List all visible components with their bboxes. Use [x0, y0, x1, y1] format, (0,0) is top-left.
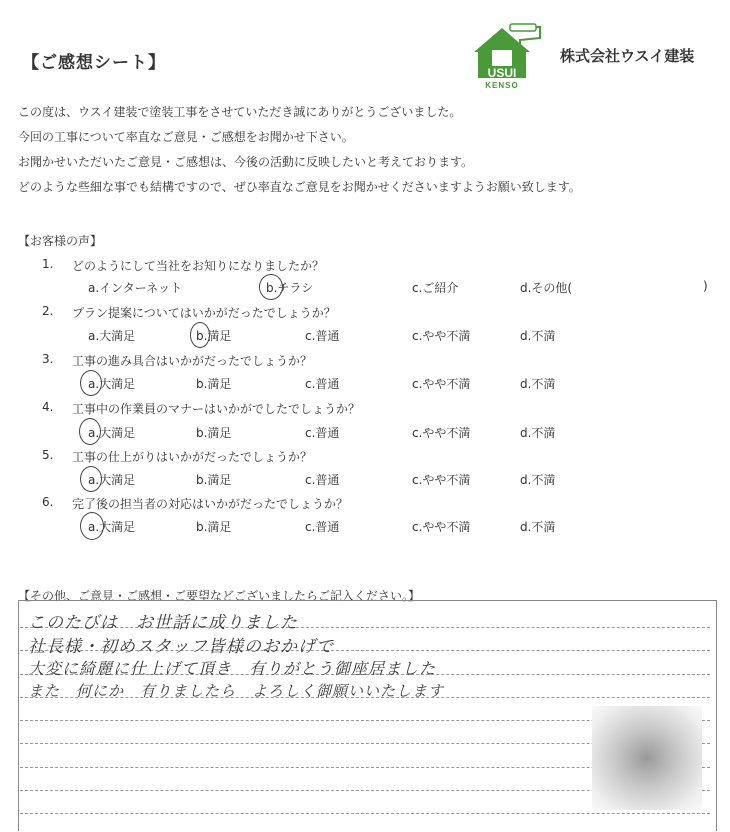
- question-text: 完了後の担当者の対応はいかがだったでしょうか？: [72, 497, 349, 511]
- option-c2: c.やや不満: [412, 329, 471, 343]
- option-a: a.インターネット: [88, 281, 183, 295]
- option-c2: c.やや不満: [412, 426, 471, 440]
- ruled-line: [20, 813, 710, 814]
- option-b: b.満足: [196, 473, 232, 487]
- house-paint-roller-logo-icon: [468, 20, 548, 92]
- option-d: d.不満: [520, 520, 556, 534]
- answer-circle: [80, 512, 104, 540]
- option-d: d.不満: [520, 426, 556, 440]
- comments-heading: 【その他、ご意見・ご感想・ご要望などございましたらご記入ください。】: [18, 589, 421, 603]
- question-text: 工事の進み具合はいかがだったでしょうか？: [72, 354, 313, 368]
- intro-line-4: どのような些細な事でも結構ですので、ぜひ率直なご意見をお聞かせくださいますようお願い致します。: [18, 180, 581, 194]
- question-number: 6.: [42, 495, 54, 509]
- handwritten-line-1: このたびは お世話に成りました: [28, 613, 298, 633]
- option-a: a.大満足: [88, 426, 136, 440]
- option-d: d.不満: [520, 329, 556, 343]
- option-d: d.不満: [520, 377, 556, 391]
- option-a: a.大満足: [88, 329, 136, 343]
- answer-circle: [80, 370, 102, 396]
- option-c2: c.やや不満: [412, 520, 471, 534]
- handwritten-line-3: 大変に綺麗に仕上げて頂き 有りがとう御座居ました: [28, 659, 437, 678]
- option-c2: c.やや不満: [412, 377, 471, 391]
- option-c: c.普通: [305, 426, 340, 440]
- option-a: a.大満足: [88, 473, 136, 487]
- option-c2: c.やや不満: [412, 473, 471, 487]
- option-c: c.普通: [305, 377, 340, 391]
- question-text: どのようにして当社をお知りになりましたか？: [72, 259, 325, 273]
- option-a: a.大満足: [88, 377, 136, 391]
- question-number: 3.: [42, 352, 54, 366]
- option-d-close: ): [703, 279, 708, 293]
- logo-text-bottom: KENSO: [485, 81, 519, 90]
- option-d: d.その他(: [520, 281, 573, 295]
- option-b: b.満足: [196, 426, 232, 440]
- option-b: b.満足: [196, 520, 232, 534]
- question-number: 5.: [42, 448, 54, 462]
- question-number: 4.: [42, 400, 54, 414]
- question-text: プラン提案についてはいかがだったでしょうか？: [72, 306, 336, 320]
- option-b: b.満足: [196, 377, 232, 391]
- voice-heading: 【お客様の声】: [18, 234, 103, 248]
- answer-circle: [259, 274, 283, 300]
- option-b: b.チラシ: [266, 281, 314, 295]
- handwritten-line-2: 社長様・初めスタッフ皆様のおかげで: [28, 637, 334, 657]
- option-c: c.普通: [305, 329, 340, 343]
- intro-line-2: 今回の工事について率直なご意見・ご感想をお聞かせ下さい。: [18, 130, 354, 144]
- logo-text-top: USUI: [487, 66, 517, 80]
- option-c: c.ご紹介: [412, 281, 459, 295]
- company-logo: [468, 20, 548, 92]
- redacted-signature: [592, 706, 702, 810]
- intro-line-1: この度は、ウスイ建装で塗装工事をさせていただき誠にありがとうございました。: [18, 105, 462, 119]
- question-number: 1.: [42, 257, 54, 271]
- intro-line-3: お聞かせいただいたご意見・ご感想は、今後の活動に反映したいと考えております。: [18, 155, 474, 169]
- answer-circle: [80, 466, 102, 492]
- option-b: b.満足: [196, 329, 232, 343]
- option-c: c.普通: [305, 520, 340, 534]
- answer-circle: [190, 322, 210, 348]
- question-number: 2.: [42, 304, 54, 318]
- option-a: a.大満足: [88, 520, 136, 534]
- option-d: d.不満: [520, 473, 556, 487]
- sheet-title: 【ご感想シート】: [22, 53, 166, 73]
- answer-circle: [79, 418, 101, 445]
- question-text: 工事中の作業員のマナーはいかがでしたでしょうか？: [72, 402, 361, 416]
- option-c: c.普通: [305, 473, 340, 487]
- company-name: 株式会社ウスイ建装: [560, 47, 695, 65]
- question-text: 工事の仕上がりはいかがだったでしょうか？: [72, 450, 313, 464]
- handwritten-line-4: また 何にか 有りましたら よろしく御願いいたします: [28, 682, 445, 700]
